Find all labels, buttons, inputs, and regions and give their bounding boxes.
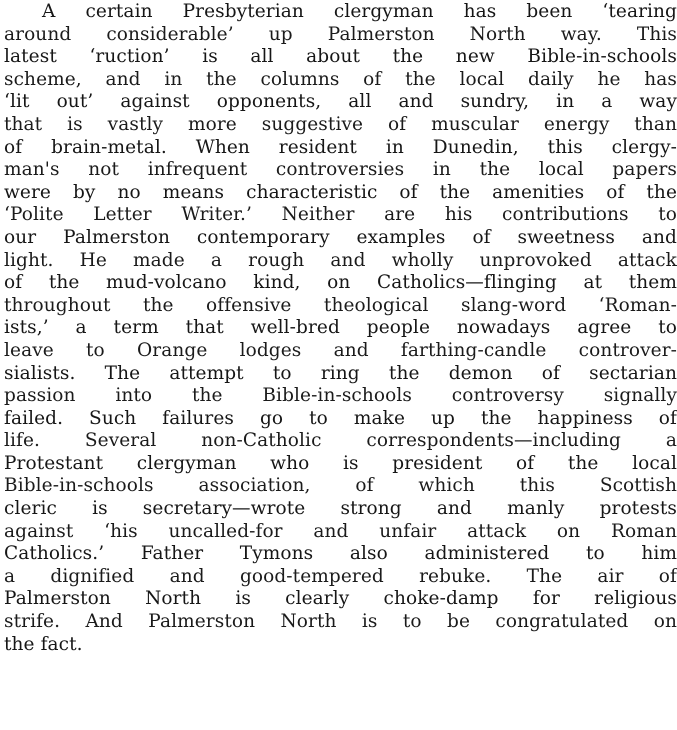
text-line-16: leave to Orange lodges and farthing-candle controver- bbox=[4, 339, 677, 361]
text-line-27: Palmerston North is clearly choke-damp for religious bbox=[4, 588, 677, 610]
text-line-22: Bible-in-schools association, of which this Scottish bbox=[4, 475, 677, 497]
text-line-15: ists,’ a term that well-bred people nowadays agree to bbox=[4, 317, 677, 339]
text-line-8: man's not infrequent controversies in the local papers bbox=[4, 159, 677, 181]
text-line-13: of the mud-volcano kind, on Catholics—flinging at them bbox=[4, 272, 677, 294]
text-line-2: around considerable’ up Palmerston North way. This bbox=[4, 23, 677, 45]
text-line-28: strife. And Palmerston North is to be congratulated on bbox=[4, 611, 677, 633]
text-line-10: ‘Polite Letter Writer.’ Neither are his contributions to bbox=[4, 204, 677, 226]
text-line-6: that is vastly more suggestive of muscular energy than bbox=[4, 113, 677, 135]
text-line-12: light. He made a rough and wholly unprovoked attack bbox=[4, 249, 677, 271]
text-line-7: of brain-metal. When resident in Dunedin, this clergy- bbox=[4, 136, 677, 158]
text-line-18: passion into the Bible-in-schools controversy signally bbox=[4, 385, 677, 407]
text-line-21: Protestant clergyman who is president of the local bbox=[4, 452, 677, 474]
text-line-29: the fact. bbox=[4, 633, 83, 655]
text-line-1: A certain Presbyterian clergyman has been ‘tearing bbox=[42, 1, 677, 22]
text-line-24: against ‘his uncalled-for and unfair attack on Roman bbox=[4, 520, 677, 542]
text-line-19: failed. Such failures go to make up the happiness of bbox=[4, 407, 677, 429]
text-line-3: latest ‘ruction’ is all about the new Bible-in-schools bbox=[4, 46, 677, 68]
text-line-20: life. Several non-Catholic correspondents—including a bbox=[4, 430, 677, 452]
text-line-5: ‘lit out’ against opponents, all and sundry, in a way bbox=[4, 91, 677, 113]
text-line-14: throughout the offensive theological slang-word ‘Roman- bbox=[4, 294, 677, 316]
text-line-26: a dignified and good-tempered rebuke. The air of bbox=[4, 565, 677, 587]
text-line-11: our Palmerston contemporary examples of sweetness and bbox=[4, 226, 677, 248]
text-line-17: sialists. The attempt to ring the demon of sectarian bbox=[4, 362, 677, 384]
text-line-9: were by no means characteristic of the amenities of the bbox=[4, 181, 677, 203]
text-line-23: cleric is secretary—wrote strong and manly protests bbox=[4, 498, 677, 520]
text-line-4: scheme, and in the columns of the local daily he has bbox=[4, 68, 677, 90]
text-line-25: Catholics.’ Father Tymons also administered to him bbox=[4, 543, 677, 565]
